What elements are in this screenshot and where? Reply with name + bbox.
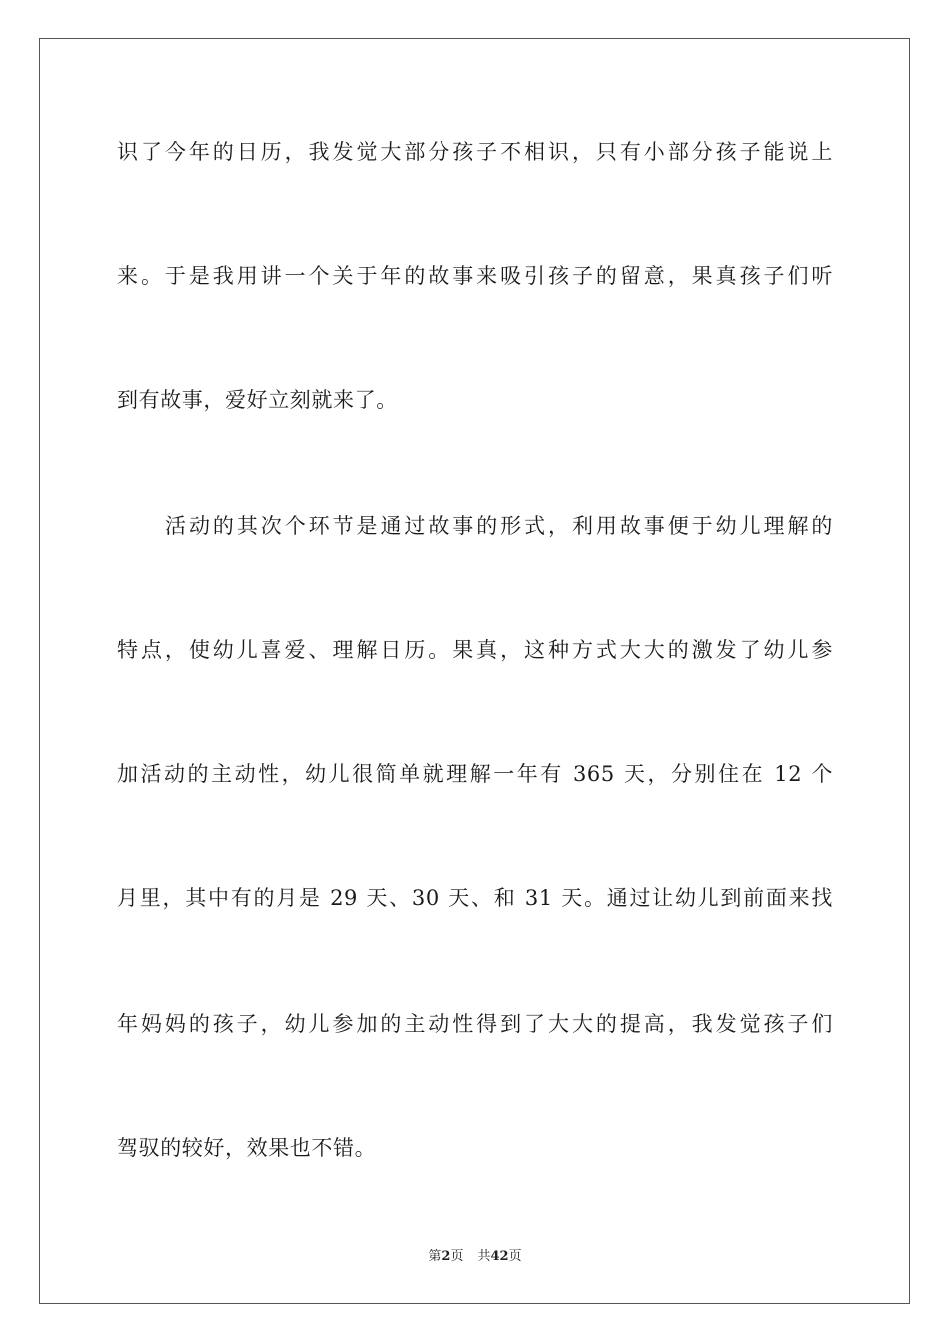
body-line-2: 来。于是我用讲一个关于年的故事来吸引孩子的留意，果真孩子们听	[117, 264, 833, 288]
body-line-9: 驾驭的较好，效果也不错。	[117, 1136, 377, 1160]
footer-page-current: 2	[441, 1249, 451, 1264]
body-line-6: 加活动的主动性，幼儿很简单就理解一年有 365 天，分别住在 12 个	[117, 762, 833, 786]
body-line-3: 到有故事，爱好立刻就来了。	[117, 388, 398, 412]
footer-page-prefix: 第	[428, 1249, 442, 1264]
body-line-5: 特点，使幼儿喜爱、理解日历。果真，这种方式大大的激发了幼儿参	[117, 638, 833, 662]
page-footer	[0, 1248, 950, 1266]
page-border	[39, 38, 910, 1304]
footer-page-suffix: 页	[450, 1249, 464, 1264]
body-line-1: 识了今年的日历，我发觉大部分孩子不相识，只有小部分孩子能说上	[117, 140, 833, 164]
footer-page-total: 42	[490, 1249, 509, 1264]
body-line-4: 活动的其次个环节是通过故事的形式，利用故事便于幼儿理解的	[165, 514, 833, 538]
body-line-8: 年妈妈的孩子，幼儿参加的主动性得到了大大的提高，我发觉孩子们	[117, 1012, 833, 1036]
footer-total-prefix: 共	[477, 1249, 491, 1264]
body-line-7: 月里，其中有的月是 29 天、30 天、和 31 天。通过让幼儿到前面来找	[117, 886, 833, 910]
footer-total-suffix: 页	[508, 1249, 522, 1264]
